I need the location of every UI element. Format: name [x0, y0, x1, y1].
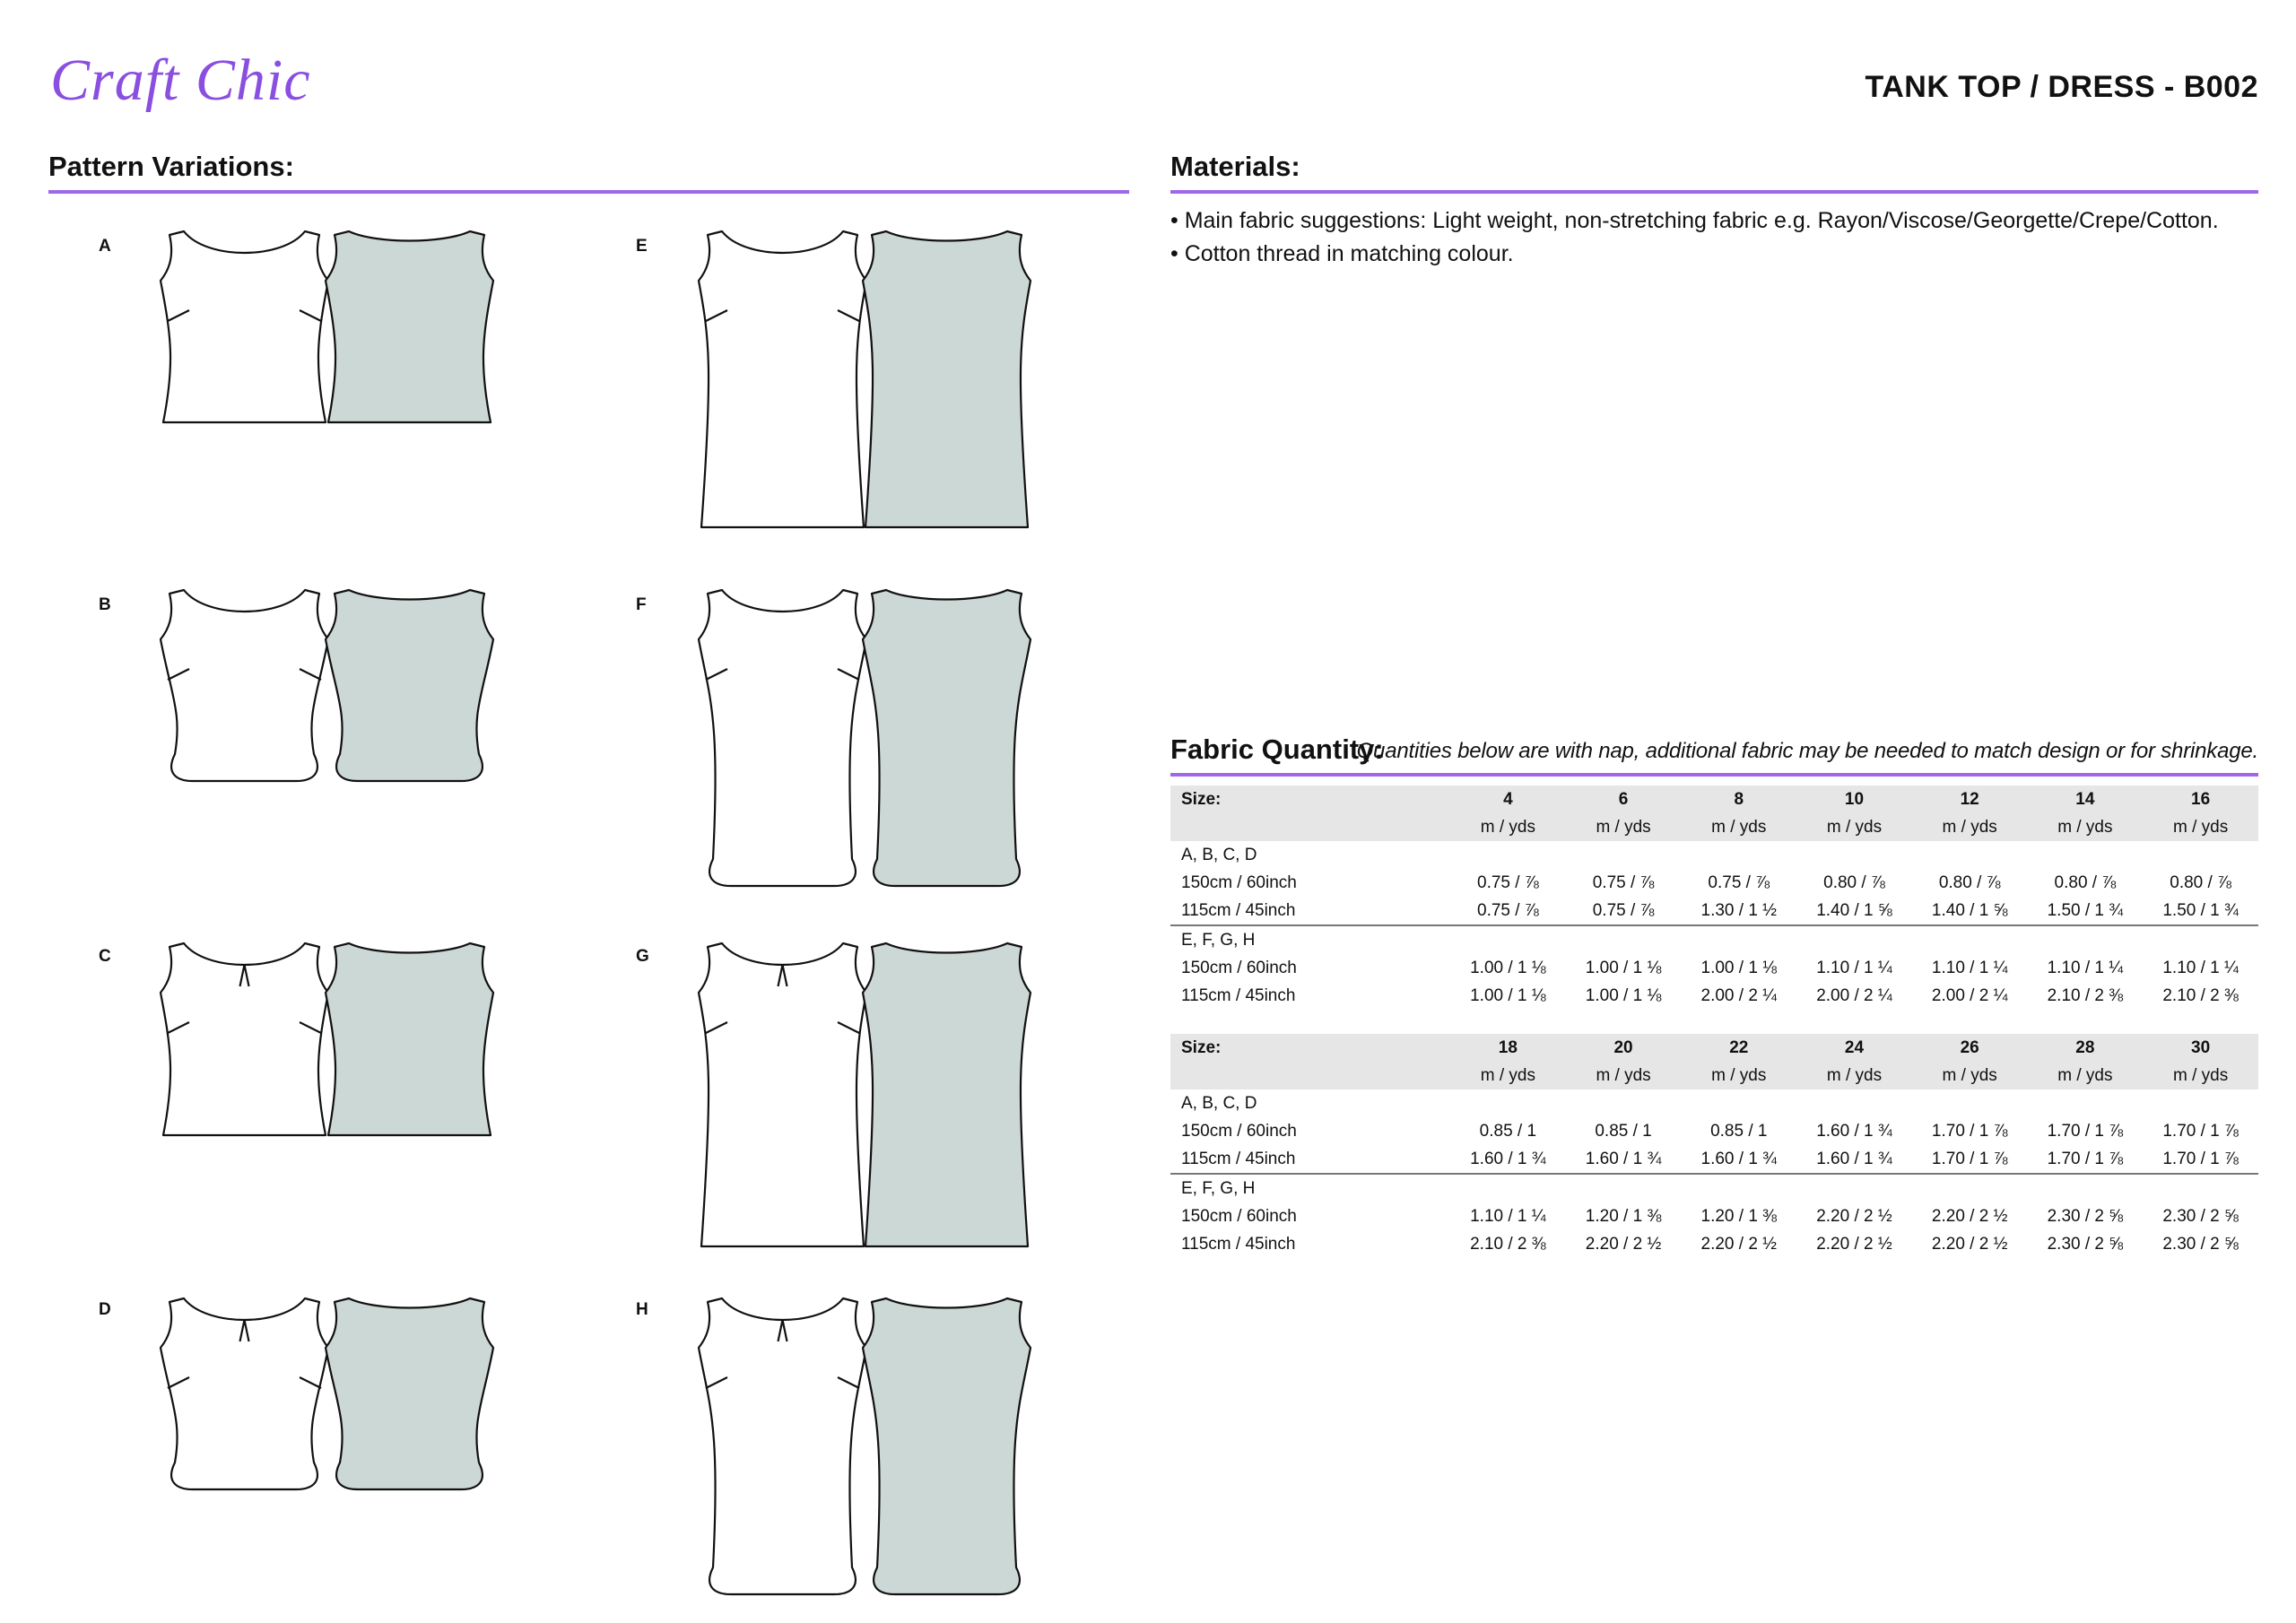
- group-row: [1170, 1174, 2258, 1202]
- quantity-value: 1.20 / 1 ⅜: [1700, 1206, 1778, 1226]
- variation-label-c: C: [99, 947, 111, 966]
- quantity-value: 1.00 / 1 ⅛: [1585, 985, 1662, 1005]
- variation-label-f: F: [636, 595, 647, 614]
- quantity-value: 1.60 / 1 ¾: [1816, 1121, 1892, 1141]
- quantity-value: 1.10 / 1 ¼: [1931, 958, 2008, 977]
- variation-label-e: E: [636, 237, 648, 256]
- quantity-value: 1.50 / 1 ¾: [2143, 897, 2258, 925]
- quantity-value: 2.30 / 2 ⅝: [2162, 1206, 2239, 1226]
- size-value: 8: [1681, 785, 1796, 813]
- fabric-width-label: 150cm / 60inch: [1181, 1206, 1297, 1226]
- quantity-value: 1.00 / 1 ⅛: [1470, 958, 1546, 977]
- quantity-value: 1.00 / 1 ⅛: [1585, 958, 1662, 977]
- quantity-value: 2.20 / 2 ½: [1816, 1234, 1892, 1254]
- size-value: 20: [1566, 1034, 1682, 1062]
- quantity-value: 2.30 / 2 ⅝: [2047, 1206, 2124, 1226]
- size-header-row: [1170, 1034, 2258, 1062]
- fabric-quantity-table-2: [1170, 1034, 2258, 1258]
- unit-label: m / yds: [1566, 1062, 1682, 1089]
- unit-label: m / yds: [1681, 813, 1796, 841]
- quantity-value: 1.00 / 1 ⅛: [1700, 958, 1778, 977]
- quantity-value: 1.70 / 1 ⅞: [2047, 1121, 2124, 1141]
- quantity-value: 0.80 / ⅞: [1823, 872, 1885, 892]
- garment-back-e: [863, 231, 1031, 527]
- garment-back-g: [863, 943, 1031, 1246]
- table-row: [1170, 982, 2258, 1010]
- size-value: 30: [2143, 1034, 2258, 1062]
- quantity-value: 2.00 / 2 ¼: [1931, 985, 2008, 1005]
- quantity-value: 1.10 / 1 ¼: [2047, 958, 2124, 977]
- quantity-value: 1.30 / 1 ½: [1681, 897, 1796, 925]
- size-value: 18: [1450, 1034, 1566, 1062]
- garment-back-f: [863, 590, 1031, 886]
- quantity-value: 1.10 / 1 ¼: [1470, 1206, 1546, 1226]
- fabric-width-label: 115cm / 45inch: [1181, 1234, 1296, 1254]
- quantity-value: 0.80 / ⅞: [1938, 872, 2001, 892]
- quantity-value: 1.70 / 1 ⅞: [2143, 1145, 2258, 1174]
- unit-label: m / yds: [1912, 813, 2028, 841]
- fabric-width-label: 115cm / 45inch: [1170, 1145, 1450, 1174]
- quantity-value: 0.75 / ⅞: [1592, 872, 1655, 892]
- quantity-value: 1.60 / 1 ¾: [1681, 1145, 1796, 1174]
- garment-front-f: [699, 590, 866, 886]
- quantity-value: 2.30 / 2 ⅝: [2162, 1234, 2239, 1254]
- pattern-variations-heading: Pattern Variations:: [48, 151, 1129, 194]
- quantity-value: 1.70 / 1 ⅞: [1912, 1145, 2028, 1174]
- table-row: [1170, 897, 2258, 925]
- quantity-value: 0.85 / 1: [1595, 1121, 1652, 1141]
- garment-back-d: [326, 1298, 493, 1489]
- unit-label: m / yds: [1912, 1062, 2028, 1089]
- size-value: 24: [1796, 1034, 1912, 1062]
- quantity-value: 1.50 / 1 ¾: [2028, 897, 2144, 925]
- quantity-value: 1.70 / 1 ⅞: [2028, 1145, 2144, 1174]
- fabric-width-label: 115cm / 45inch: [1170, 897, 1450, 925]
- size-value: 16: [2143, 785, 2258, 813]
- document-title: TANK TOP / DRESS - B002: [1865, 70, 2258, 104]
- group-row: [1170, 925, 2258, 954]
- size-value: 22: [1681, 1034, 1796, 1062]
- table-row: [1170, 869, 2258, 897]
- garment-front-e: [699, 231, 866, 527]
- garment-front-b: [161, 590, 328, 781]
- unit-header-row: [1170, 1062, 2258, 1089]
- unit-label: m / yds: [2028, 1062, 2144, 1089]
- garment-front-c: [161, 943, 328, 1135]
- garment-back-b: [326, 590, 493, 781]
- table-row: [1170, 1117, 2258, 1145]
- variation-label-b: B: [99, 595, 111, 614]
- size-label: Size:: [1170, 1034, 1450, 1062]
- unit-spacer: [1170, 1062, 1450, 1089]
- size-value: 4: [1450, 785, 1566, 813]
- quantity-value: 2.00 / 2 ¼: [1700, 985, 1778, 1005]
- quantity-value: 2.10 / 2 ⅜: [2162, 985, 2239, 1005]
- garment-back-h: [863, 1298, 1031, 1594]
- quantity-value: 0.80 / ⅞: [2054, 872, 2117, 892]
- size-label: Size:: [1170, 785, 1450, 813]
- quantity-value: 0.80 / ⅞: [2170, 872, 2231, 892]
- group-name: A, B, C, D: [1181, 1093, 1257, 1113]
- garment-front-h: [699, 1298, 866, 1594]
- fabric-width-label: 150cm / 60inch: [1181, 872, 1297, 892]
- unit-spacer: [1170, 813, 1450, 841]
- variation-label-g: G: [636, 947, 649, 966]
- quantity-value: 0.75 / ⅞: [1566, 897, 1682, 925]
- table-row: [1170, 1230, 2258, 1258]
- materials-item: • Main fabric suggestions: Light weight, non-stretching fabric e.g. Rayon/Viscose/Georgette/Crepe/Cotton.: [1170, 208, 2219, 233]
- quantity-value: 0.75 / ⅞: [1450, 897, 1566, 925]
- unit-label: m / yds: [1796, 813, 1912, 841]
- group-name: E, F, G, H: [1181, 1178, 1256, 1198]
- unit-label: m / yds: [2028, 813, 2144, 841]
- quantity-value: 2.00 / 2 ¼: [1816, 985, 1892, 1005]
- group-row: [1170, 1089, 2258, 1117]
- fabric-width-label: 115cm / 45inch: [1181, 985, 1296, 1005]
- garment-front-d: [161, 1298, 328, 1489]
- size-value: 14: [2028, 785, 2144, 813]
- quantity-value: 1.40 / 1 ⅝: [1912, 897, 2028, 925]
- quantity-value: 0.85 / 1: [1710, 1121, 1768, 1141]
- unit-label: m / yds: [2143, 813, 2258, 841]
- quantity-value: 2.20 / 2 ½: [1700, 1234, 1778, 1254]
- quantity-value: 1.10 / 1 ¼: [2162, 958, 2239, 977]
- size-value: 10: [1796, 785, 1912, 813]
- size-header-row: [1170, 785, 2258, 813]
- quantity-value: 1.20 / 1 ⅜: [1585, 1206, 1662, 1226]
- quantity-value: 2.20 / 2 ½: [1931, 1234, 2008, 1254]
- garment-back-c: [326, 943, 493, 1135]
- variation-label-d: D: [99, 1300, 111, 1319]
- quantity-value: 2.10 / 2 ⅜: [2047, 985, 2124, 1005]
- unit-header-row: [1170, 813, 2258, 841]
- unit-label: m / yds: [1796, 1062, 1912, 1089]
- materials-heading: Materials:: [1170, 151, 2258, 194]
- variation-label-a: A: [99, 237, 111, 256]
- size-value: 12: [1912, 785, 2028, 813]
- quantity-value: 2.20 / 2 ½: [1816, 1206, 1892, 1226]
- table-row: [1170, 1145, 2258, 1174]
- table-row: [1170, 1202, 2258, 1230]
- materials-item: • Cotton thread in matching colour.: [1170, 241, 1514, 266]
- quantity-value: 1.60 / 1 ¾: [1450, 1145, 1566, 1174]
- garment-front-a: [161, 231, 328, 422]
- quantity-value: 2.20 / 2 ½: [1585, 1234, 1662, 1254]
- quantity-value: 2.10 / 2 ⅜: [1470, 1234, 1546, 1254]
- quantity-value: 1.40 / 1 ⅝: [1796, 897, 1912, 925]
- quantity-value: 2.30 / 2 ⅝: [2047, 1234, 2124, 1254]
- quantity-value: 1.70 / 1 ⅞: [2162, 1121, 2239, 1141]
- fabric-width-label: 150cm / 60inch: [1181, 1121, 1297, 1141]
- fabric-width-label: 150cm / 60inch: [1181, 958, 1297, 977]
- garment-back-a: [326, 231, 493, 422]
- fabric-quantity-note: Quantities below are with nap, additional fabric may be needed to match design or for shrinkage.: [1356, 739, 2258, 763]
- unit-label: m / yds: [1681, 1062, 1796, 1089]
- quantity-value: 0.75 / ⅞: [1708, 872, 1770, 892]
- group-name: A, B, C, D: [1181, 845, 1257, 864]
- size-value: 26: [1912, 1034, 2028, 1062]
- garment-front-g: [699, 943, 866, 1246]
- quantity-value: 1.70 / 1 ⅞: [1931, 1121, 2008, 1141]
- quantity-value: 0.85 / 1: [1479, 1121, 1537, 1141]
- size-value: 6: [1566, 785, 1682, 813]
- quantity-value: 0.75 / ⅞: [1477, 872, 1539, 892]
- fabric-quantity-table-1: [1170, 785, 2258, 1010]
- quantity-value: 1.00 / 1 ⅛: [1470, 985, 1546, 1005]
- quantity-value: 2.20 / 2 ½: [1931, 1206, 2008, 1226]
- unit-label: m / yds: [1566, 813, 1682, 841]
- brand-logo: Craft Chic: [50, 48, 311, 113]
- group-name: E, F, G, H: [1181, 930, 1256, 950]
- size-value: 28: [2028, 1034, 2144, 1062]
- quantity-value: 1.10 / 1 ¼: [1816, 958, 1892, 977]
- group-row: [1170, 841, 2258, 869]
- unit-label: m / yds: [2143, 1062, 2258, 1089]
- fabric-quantity-title: Fabric Quantity:: [1170, 733, 1384, 765]
- table-row: [1170, 954, 2258, 982]
- unit-label: m / yds: [1450, 1062, 1566, 1089]
- quantity-value: 1.60 / 1 ¾: [1796, 1145, 1912, 1174]
- variation-label-h: H: [636, 1300, 648, 1319]
- quantity-value: 1.60 / 1 ¾: [1566, 1145, 1682, 1174]
- unit-label: m / yds: [1450, 813, 1566, 841]
